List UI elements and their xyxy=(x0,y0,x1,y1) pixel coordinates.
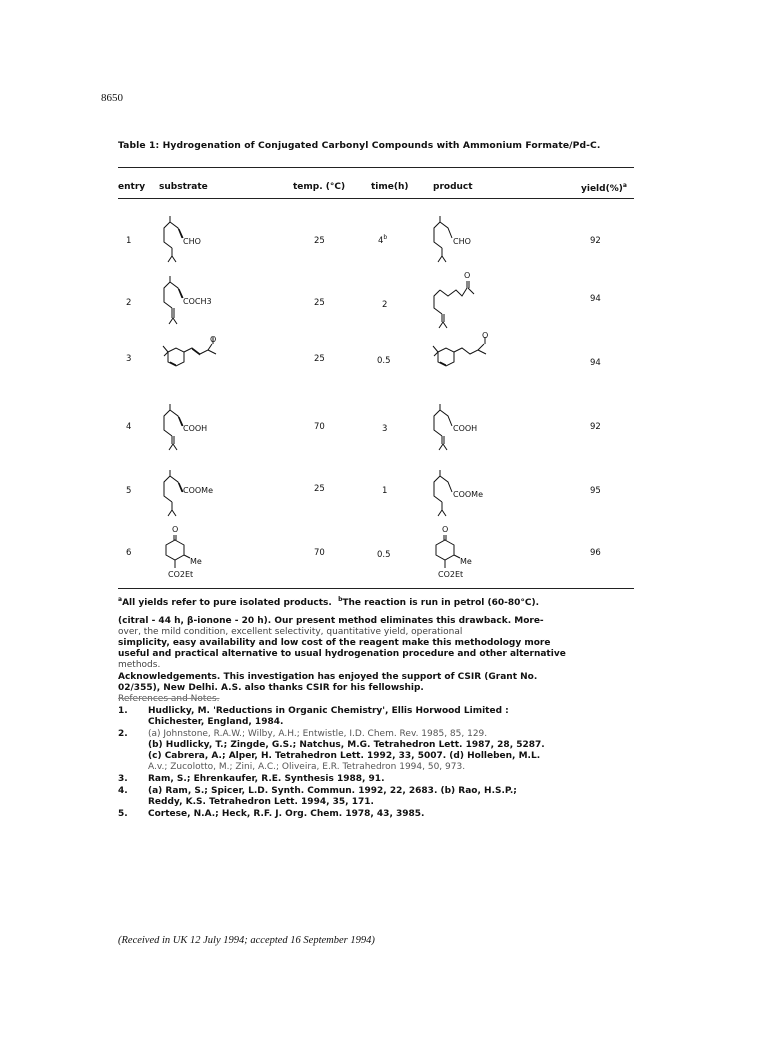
row6-substrate-me: Me xyxy=(190,557,202,566)
reference-line: (a) Ram, S.; Spicer, L.D. Synth. Commun. 1992, 22, 2683. (b) Rao, H.S.P.; xyxy=(148,786,517,796)
footnote-a: All yields refer to pure isolated products. xyxy=(122,598,332,608)
row6-product-o: O xyxy=(442,525,449,534)
row1-yield: 92 xyxy=(590,236,601,246)
row3-substrate-label: O xyxy=(210,335,217,344)
row1-time-sup: b xyxy=(383,234,388,241)
row3-entry: 3 xyxy=(126,354,132,364)
row4-time-value: 3 xyxy=(382,423,388,434)
reference-number: 3. xyxy=(118,774,128,784)
row6-product-me: Me xyxy=(460,557,472,566)
header-product: product xyxy=(433,182,473,192)
row3-substrate-structure xyxy=(160,334,230,382)
row5-temp: 25 xyxy=(314,484,325,494)
reference-line: Hudlicky, M. 'Reductions in Organic Chemistry', Ellis Horwood Limited : xyxy=(148,706,509,716)
reference-line: A.v.; Zucolotto, M.; Zini, A.C.; Oliveira, E.R. Tetrahedron 1994, 50, 973. xyxy=(148,762,466,772)
row2-time xyxy=(382,298,387,310)
paragraph-line: over, the mild condition, excellent selectivity, quantitative yield, operational xyxy=(118,627,463,637)
row6-substrate-structure xyxy=(160,524,230,588)
row3-product-structure xyxy=(430,330,500,382)
row1-product-label: CHO xyxy=(453,237,471,246)
reference-line: (b) Hudlicky, T.; Zingde, G.S.; Natchus, M.G. Tetrahedron Lett. 1987, 28, 5287. xyxy=(148,740,545,750)
table-header-rule xyxy=(118,198,634,199)
reference-line: Cortese, N.A.; Heck, R.F. J. Org. Chem. 1978, 43, 3985. xyxy=(148,809,425,819)
row2-substrate-label: COCH3 xyxy=(183,297,212,306)
row2-product-structure xyxy=(430,270,500,334)
footnote-a-mark: a xyxy=(118,596,123,603)
table-title: Table 1: Hydrogenation of Conjugated Carbonyl Compounds with Ammonium Formate/Pd-C. xyxy=(118,140,601,151)
row2-substrate-structure xyxy=(160,274,220,334)
row6-substrate-o: O xyxy=(172,525,179,534)
footnote-b: The reaction is run in petrol (60-80°C). xyxy=(342,598,540,608)
row6-yield: 96 xyxy=(590,548,601,558)
row5-entry: 5 xyxy=(126,486,132,496)
row6-substrate-label: CO2Et xyxy=(168,570,194,579)
row3-time-value: 0.5 xyxy=(377,355,391,366)
header-temp: temp. (°C) xyxy=(293,182,346,192)
reference-line: Ram, S.; Ehrenkaufer, R.E. Synthesis 1988, 91. xyxy=(148,774,385,784)
row5-substrate-structure xyxy=(160,466,230,524)
row5-yield: 95 xyxy=(590,486,601,496)
reference-line: (a) Johnstone, R.A.W.; Wilby, A.H.; Entwistle, I.D. Chem. Rev. 1985, 85, 129. xyxy=(148,729,488,739)
reference-number: 1. xyxy=(118,706,128,716)
acknowledgements-line: 02/355), New Delhi. A.S. also thanks CSIR for his fellowship. xyxy=(118,683,424,693)
acknowledgements xyxy=(118,672,636,705)
row1-temp: 25 xyxy=(314,236,325,246)
row3-temp: 25 xyxy=(314,354,325,364)
reference-line: Chichester, England, 1984. xyxy=(148,717,284,727)
row5-substrate-label: COOMe xyxy=(183,486,214,495)
table-footnotes xyxy=(118,596,539,608)
row1-time-value: 4 xyxy=(378,235,384,246)
row1-product-structure xyxy=(430,214,490,270)
row1-time xyxy=(378,234,387,246)
row6-entry: 6 xyxy=(126,548,132,558)
row4-time xyxy=(382,422,387,434)
row2-product-label: O xyxy=(464,271,471,280)
footnote-b-mark: b xyxy=(338,596,343,603)
row6-time xyxy=(377,548,391,560)
header-time: time(h) xyxy=(371,182,409,192)
row5-product-label: COOMe xyxy=(453,490,484,499)
row5-time-value: 1 xyxy=(382,485,388,496)
reference-number: 2. xyxy=(118,729,128,739)
paragraph-line: (citral - 44 h, β-ionone - 20 h). Our present method eliminates this drawback. More- xyxy=(118,616,544,626)
row5-time xyxy=(382,484,387,496)
row3-yield: 94 xyxy=(590,358,601,368)
row6-product-structure xyxy=(430,524,500,588)
paragraph-line: simplicity, easy availability and low cost of the reagent make this methodology more xyxy=(118,638,551,648)
row2-entry: 2 xyxy=(126,298,132,308)
paragraph-line: useful and practical alternative to usual hydrogenation procedure and other alternative xyxy=(118,649,566,659)
header-yield-label: yield(%) xyxy=(581,184,623,194)
row6-product-label: CO2Et xyxy=(438,570,464,579)
row4-product-structure xyxy=(430,400,500,458)
row2-yield: 94 xyxy=(590,294,601,304)
row1-entry: 1 xyxy=(126,236,132,246)
header-substrate: substrate xyxy=(159,182,208,192)
acknowledgements-line: This investigation has enjoyed the support of CSIR (Grant No. xyxy=(223,672,538,682)
reference-line: Reddy, K.S. Tetrahedron Lett. 1994, 35, 171. xyxy=(148,797,374,807)
paragraph-line: methods. xyxy=(118,660,161,670)
row5-product-structure xyxy=(430,466,500,524)
row2-temp: 25 xyxy=(314,298,325,308)
row6-time-value: 0.5 xyxy=(377,549,391,560)
row3-time xyxy=(377,354,391,366)
header-yield-sup: a xyxy=(622,182,627,189)
page-number: 8650 xyxy=(101,92,123,104)
row4-temp: 70 xyxy=(314,422,325,432)
row6-temp: 70 xyxy=(314,548,325,558)
table-bottom-rule xyxy=(118,588,634,589)
table-top-rule xyxy=(118,167,634,168)
row2-time-value: 2 xyxy=(382,299,388,310)
row4-substrate-structure xyxy=(160,400,230,458)
row4-entry: 4 xyxy=(126,422,132,432)
header-entry: entry xyxy=(118,182,146,192)
reference-line: (c) Cabrera, A.; Alper, H. Tetrahedron Lett. 1992, 33, 5007. (d) Holleben, M.L. xyxy=(148,751,541,761)
reference-number: 5. xyxy=(118,809,128,819)
row3-product-label: O xyxy=(482,331,489,340)
row1-substrate-structure xyxy=(160,214,220,270)
row4-product-label: COOH xyxy=(453,424,478,433)
row4-substrate-label: COOH xyxy=(183,424,208,433)
row1-substrate-label: CHO xyxy=(183,237,201,246)
acknowledgements-heading: Acknowledgements. xyxy=(118,672,221,682)
header-yield xyxy=(581,182,627,194)
reference-number: 4. xyxy=(118,786,128,796)
references-heading: References and Notes. xyxy=(118,694,220,704)
paragraph xyxy=(118,616,636,671)
received-dates: (Received in UK 12 July 1994; accepted 16 September 1994) xyxy=(118,935,375,946)
row4-yield: 92 xyxy=(590,422,601,432)
